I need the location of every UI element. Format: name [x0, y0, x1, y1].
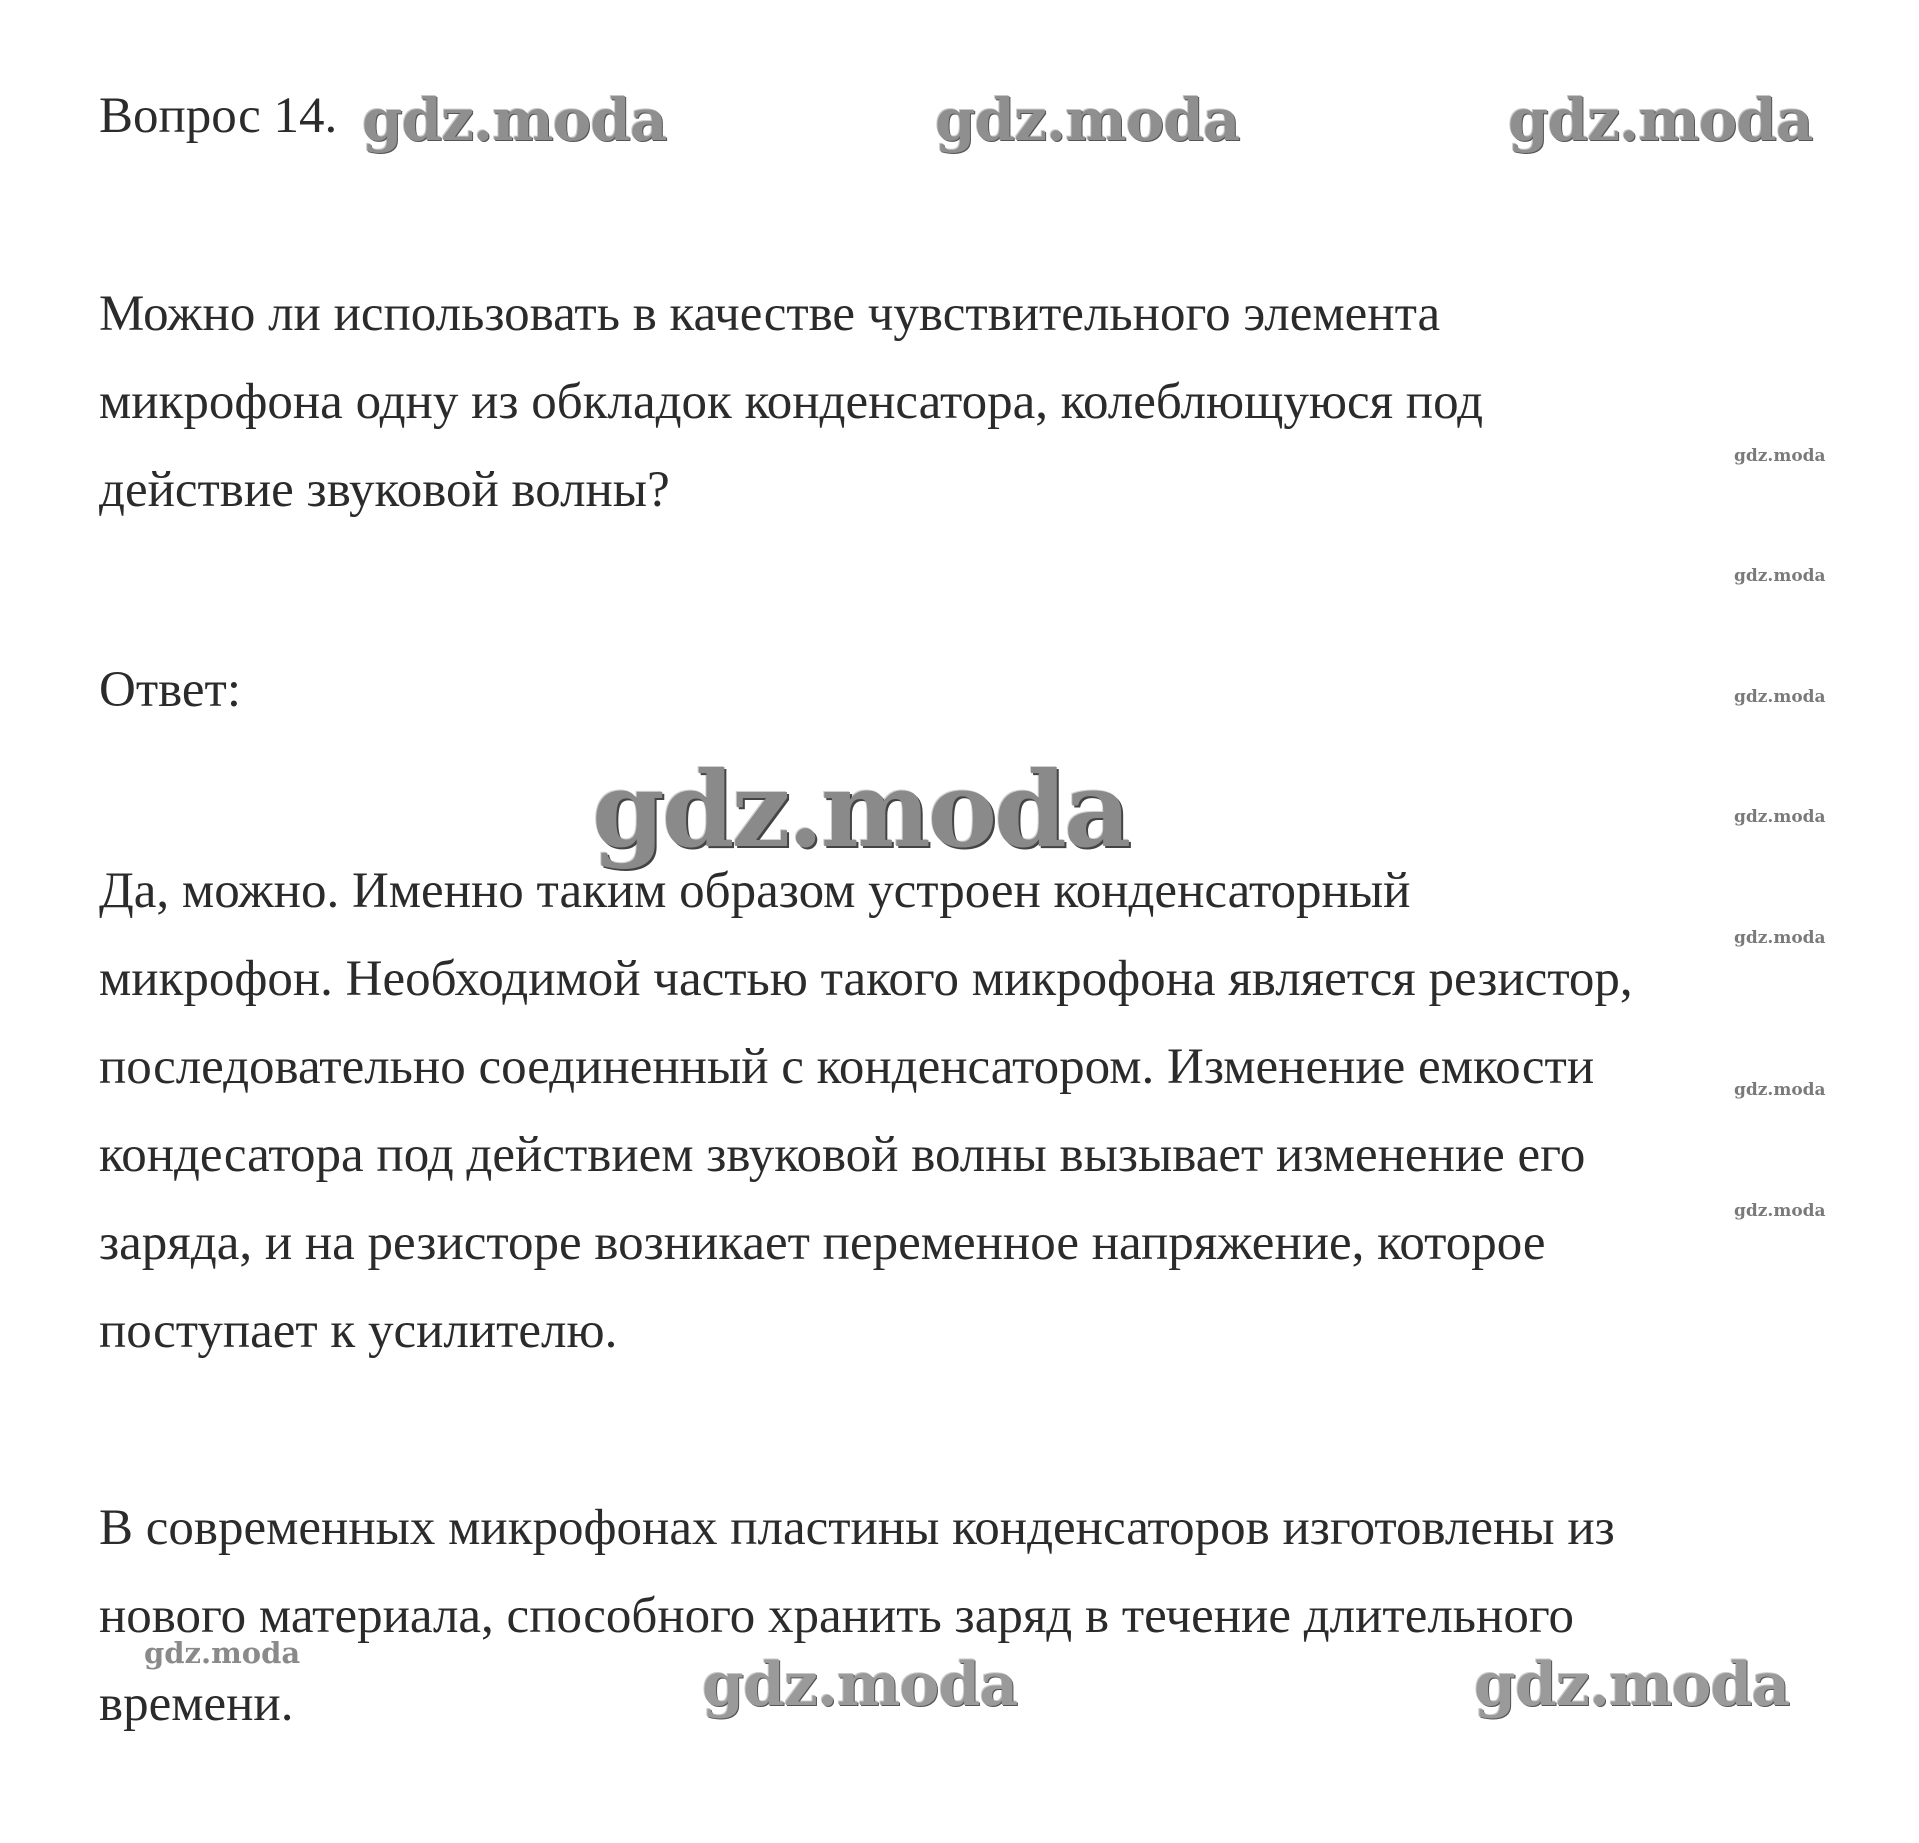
watermark: gdz.moda	[1734, 807, 1826, 827]
watermark: gdz.moda	[1734, 1201, 1826, 1221]
watermark: gdz.moda	[144, 1636, 301, 1670]
watermark: gdz.moda	[1734, 928, 1826, 948]
answer-line: заряда, и на резисторе возникает переменное напряжение, которое	[99, 1215, 1546, 1271]
watermark: gdz.moda	[1734, 566, 1826, 586]
question-line: Можно ли использовать в качестве чувствительного элемента	[99, 286, 1441, 342]
answer-paragraph-1	[99, 847, 1633, 1375]
question-line: микрофона одну из обкладок конденсатора, колеблющуюся под	[99, 374, 1484, 430]
question-heading: Вопрос 14.	[99, 88, 338, 144]
answer-line: последовательно соединенный с конденсатором. Изменение емкости	[99, 1039, 1595, 1095]
watermark: gdz.moda	[1734, 1080, 1826, 1100]
answer-line: нового материала, способного хранить заряд в течение длительного	[99, 1588, 1574, 1644]
answer-label: Ответ:	[99, 662, 241, 718]
answer-line: микрофон. Необходимой частью такого микрофона является резистор,	[99, 951, 1633, 1007]
answer-line: кондесатора под действием звуковой волны вызывает изменение его	[99, 1127, 1586, 1183]
answer-line: поступает к усилителю.	[99, 1303, 618, 1359]
watermark: gdz.moda	[592, 748, 1129, 871]
answer-line: времени.	[99, 1676, 294, 1732]
watermark: gdz.moda	[1734, 446, 1826, 466]
watermark: gdz.moda	[1508, 86, 1813, 154]
watermark: gdz.moda	[362, 86, 667, 154]
question-line: действие звуковой волны?	[99, 462, 670, 518]
watermark: gdz.moda	[935, 86, 1240, 154]
watermark: gdz.moda	[702, 1650, 1018, 1720]
question-text	[99, 270, 1483, 534]
answer-line: В современных микрофонах пластины конденсаторов изготовлены из	[99, 1500, 1615, 1556]
watermark: gdz.moda	[1474, 1650, 1790, 1720]
answer-line: Да, можно. Именно таким образом устроен конденсаторный	[99, 863, 1411, 919]
watermark: gdz.moda	[1734, 687, 1826, 707]
